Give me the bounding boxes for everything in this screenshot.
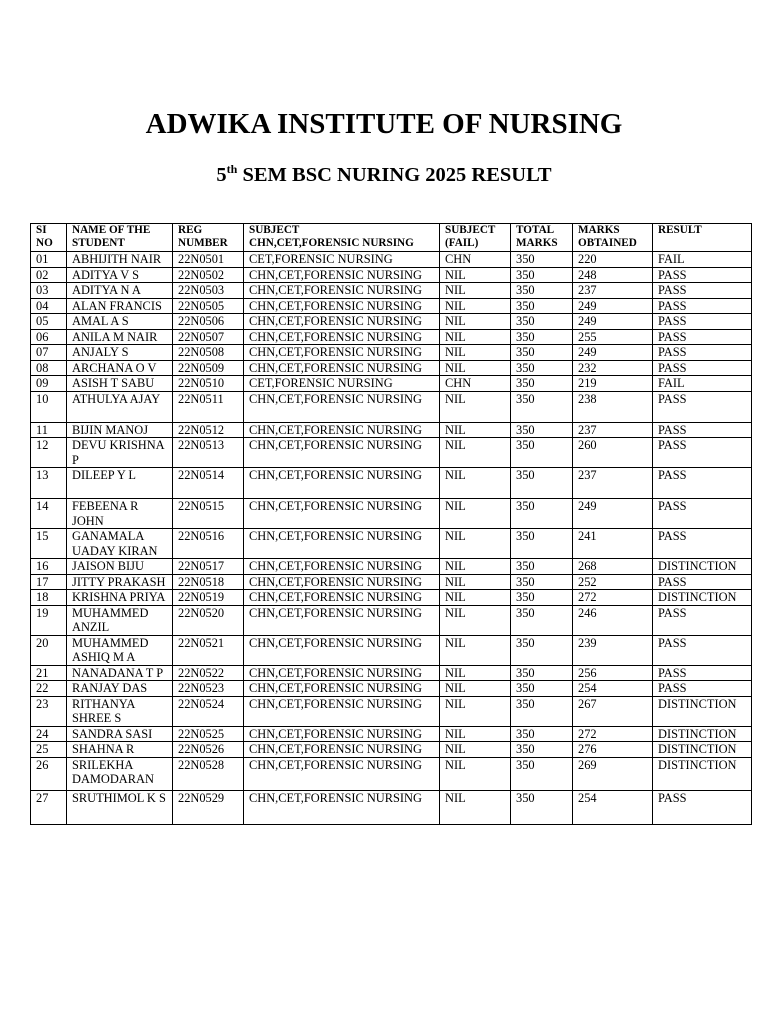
cell-marks-obtained: 255 [573, 329, 653, 345]
cell-subject-fail: NIL [440, 314, 511, 330]
cell-subject: CHN,CET,FORENSIC NURSING [244, 438, 440, 468]
cell-total-marks: 350 [511, 283, 573, 299]
cell-si-no: 21 [31, 665, 67, 681]
cell-total-marks: 350 [511, 635, 573, 665]
cell-result: PASS [653, 283, 752, 299]
table-row [31, 559, 752, 575]
cell-total-marks: 350 [511, 529, 573, 559]
cell-marks-obtained: 220 [573, 252, 653, 268]
cell-student-name: ATHULYA AJAY [67, 391, 173, 422]
cell-subject: CHN,CET,FORENSIC NURSING [244, 529, 440, 559]
cell-reg-number: 22N0525 [173, 726, 244, 742]
cell-si-no: 09 [31, 376, 67, 392]
cell-si-no: 20 [31, 635, 67, 665]
cell-total-marks: 350 [511, 376, 573, 392]
cell-reg-number: 22N0508 [173, 345, 244, 361]
header-marks-obtained: MARKS OBTAINED [573, 224, 653, 252]
cell-marks-obtained: 237 [573, 283, 653, 299]
cell-si-no: 18 [31, 590, 67, 606]
cell-student-name: JAISON BIJU [67, 559, 173, 575]
cell-subject-fail: NIL [440, 391, 511, 422]
table-row [31, 267, 752, 283]
header-subject: SUBJECT CHN,CET,FORENSIC NURSING [244, 224, 440, 252]
table-row [31, 590, 752, 606]
cell-student-name: RANJAY DAS [67, 681, 173, 697]
cell-subject: CHN,CET,FORENSIC NURSING [244, 298, 440, 314]
cell-total-marks: 350 [511, 559, 573, 575]
cell-student-name: ASISH T SABU [67, 376, 173, 392]
cell-reg-number: 22N0521 [173, 635, 244, 665]
cell-marks-obtained: 267 [573, 696, 653, 726]
cell-student-name: SHAHNA R [67, 742, 173, 758]
cell-result: FAIL [653, 376, 752, 392]
header-result: RESULT [653, 224, 752, 252]
cell-result: DISTINCTION [653, 696, 752, 726]
table-row [31, 468, 752, 499]
cell-result: PASS [653, 665, 752, 681]
cell-marks-obtained: 249 [573, 499, 653, 529]
table-row [31, 529, 752, 559]
cell-result: PASS [653, 681, 752, 697]
cell-subject-fail: NIL [440, 726, 511, 742]
cell-reg-number: 22N0507 [173, 329, 244, 345]
cell-marks-obtained: 238 [573, 391, 653, 422]
header-total-marks: TOTAL MARKS [511, 224, 573, 252]
cell-si-no: 23 [31, 696, 67, 726]
cell-total-marks: 350 [511, 574, 573, 590]
cell-result: PASS [653, 267, 752, 283]
cell-subject-fail: NIL [440, 499, 511, 529]
table-row [31, 665, 752, 681]
cell-marks-obtained: 232 [573, 360, 653, 376]
cell-student-name: NANADANA T P [67, 665, 173, 681]
cell-subject-fail: NIL [440, 790, 511, 824]
cell-result: PASS [653, 422, 752, 438]
cell-student-name: ADITYA V S [67, 267, 173, 283]
cell-subject: CHN,CET,FORENSIC NURSING [244, 665, 440, 681]
cell-subject-fail: NIL [440, 298, 511, 314]
cell-marks-obtained: 256 [573, 665, 653, 681]
cell-subject: CHN,CET,FORENSIC NURSING [244, 283, 440, 299]
cell-si-no: 16 [31, 559, 67, 575]
cell-marks-obtained: 249 [573, 345, 653, 361]
cell-si-no: 27 [31, 790, 67, 824]
table-row [31, 252, 752, 268]
cell-subject: CHN,CET,FORENSIC NURSING [244, 605, 440, 635]
cell-result: PASS [653, 438, 752, 468]
cell-subject-fail: NIL [440, 529, 511, 559]
cell-si-no: 25 [31, 742, 67, 758]
cell-student-name: SRUTHIMOL K S [67, 790, 173, 824]
cell-student-name: ALAN FRANCIS [67, 298, 173, 314]
cell-subject-fail: CHN [440, 376, 511, 392]
cell-result: DISTINCTION [653, 590, 752, 606]
cell-result: PASS [653, 345, 752, 361]
cell-student-name: MUHAMMED ASHIQ M A [67, 635, 173, 665]
cell-total-marks: 350 [511, 314, 573, 330]
cell-subject-fail: NIL [440, 635, 511, 665]
cell-reg-number: 22N0510 [173, 376, 244, 392]
cell-subject: CHN,CET,FORENSIC NURSING [244, 790, 440, 824]
table-row [31, 742, 752, 758]
cell-subject-fail: CHN [440, 252, 511, 268]
header-reg-number: REG NUMBER [173, 224, 244, 252]
cell-subject-fail: NIL [440, 422, 511, 438]
cell-total-marks: 350 [511, 681, 573, 697]
page-subtitle [0, 162, 768, 187]
cell-subject: CHN,CET,FORENSIC NURSING [244, 499, 440, 529]
cell-result: DISTINCTION [653, 742, 752, 758]
cell-subject: CHN,CET,FORENSIC NURSING [244, 314, 440, 330]
cell-subject-fail: NIL [440, 267, 511, 283]
cell-total-marks: 350 [511, 790, 573, 824]
cell-reg-number: 22N0516 [173, 529, 244, 559]
table-row [31, 345, 752, 361]
subtitle-text: SEM BSC NURING 2025 RESULT [237, 164, 552, 186]
cell-si-no: 10 [31, 391, 67, 422]
cell-result: PASS [653, 605, 752, 635]
cell-reg-number: 22N0517 [173, 559, 244, 575]
table-row [31, 681, 752, 697]
cell-total-marks: 350 [511, 499, 573, 529]
cell-total-marks: 350 [511, 438, 573, 468]
cell-subject-fail: NIL [440, 742, 511, 758]
cell-student-name: AMAL A S [67, 314, 173, 330]
cell-subject: CHN,CET,FORENSIC NURSING [244, 559, 440, 575]
cell-reg-number: 22N0520 [173, 605, 244, 635]
cell-student-name: JITTY PRAKASH [67, 574, 173, 590]
cell-marks-obtained: 248 [573, 267, 653, 283]
cell-subject: CHN,CET,FORENSIC NURSING [244, 726, 440, 742]
cell-si-no: 24 [31, 726, 67, 742]
cell-reg-number: 22N0522 [173, 665, 244, 681]
cell-marks-obtained: 272 [573, 726, 653, 742]
table-row [31, 726, 752, 742]
cell-si-no: 05 [31, 314, 67, 330]
cell-result: DISTINCTION [653, 726, 752, 742]
cell-subject-fail: NIL [440, 681, 511, 697]
table-row [31, 314, 752, 330]
cell-student-name: ARCHANA O V [67, 360, 173, 376]
cell-marks-obtained: 237 [573, 422, 653, 438]
cell-subject: CHN,CET,FORENSIC NURSING [244, 422, 440, 438]
header-student-name: NAME OF THE STUDENT [67, 224, 173, 252]
cell-subject: CHN,CET,FORENSIC NURSING [244, 742, 440, 758]
cell-reg-number: 22N0524 [173, 696, 244, 726]
header-si-no: SI NO [31, 224, 67, 252]
cell-reg-number: 22N0502 [173, 267, 244, 283]
cell-si-no: 19 [31, 605, 67, 635]
cell-subject-fail: NIL [440, 574, 511, 590]
cell-student-name: MUHAMMED ANZIL [67, 605, 173, 635]
page-title: ADWIKA INSTITUTE OF NURSING [145, 108, 623, 140]
cell-marks-obtained: 246 [573, 605, 653, 635]
cell-result: PASS [653, 574, 752, 590]
cell-result: PASS [653, 529, 752, 559]
cell-total-marks: 350 [511, 252, 573, 268]
table-row [31, 329, 752, 345]
cell-result: DISTINCTION [653, 559, 752, 575]
cell-total-marks: 350 [511, 267, 573, 283]
table-row [31, 635, 752, 665]
cell-total-marks: 350 [511, 726, 573, 742]
cell-marks-obtained: 241 [573, 529, 653, 559]
cell-result: FAIL [653, 252, 752, 268]
cell-total-marks: 350 [511, 298, 573, 314]
cell-student-name: ANJALY S [67, 345, 173, 361]
table-row [31, 360, 752, 376]
cell-result: PASS [653, 635, 752, 665]
cell-marks-obtained: 249 [573, 298, 653, 314]
cell-subject-fail: NIL [440, 345, 511, 361]
table-row [31, 391, 752, 422]
cell-subject-fail: NIL [440, 757, 511, 790]
cell-total-marks: 350 [511, 468, 573, 499]
cell-marks-obtained: 249 [573, 314, 653, 330]
cell-si-no: 01 [31, 252, 67, 268]
cell-total-marks: 350 [511, 757, 573, 790]
cell-reg-number: 22N0506 [173, 314, 244, 330]
cell-si-no: 02 [31, 267, 67, 283]
cell-student-name: DEVU KRISHNA P [67, 438, 173, 468]
cell-reg-number: 22N0515 [173, 499, 244, 529]
cell-reg-number: 22N0519 [173, 590, 244, 606]
cell-si-no: 11 [31, 422, 67, 438]
cell-si-no: 22 [31, 681, 67, 697]
subtitle-number: 5 [216, 164, 227, 186]
cell-reg-number: 22N0526 [173, 742, 244, 758]
cell-marks-obtained: 260 [573, 438, 653, 468]
cell-subject: CHN,CET,FORENSIC NURSING [244, 267, 440, 283]
cell-total-marks: 350 [511, 605, 573, 635]
cell-result: PASS [653, 329, 752, 345]
cell-subject: CHN,CET,FORENSIC NURSING [244, 360, 440, 376]
cell-si-no: 17 [31, 574, 67, 590]
cell-result: PASS [653, 790, 752, 824]
cell-result: PASS [653, 360, 752, 376]
cell-subject: CET,FORENSIC NURSING [244, 252, 440, 268]
table-row [31, 499, 752, 529]
cell-marks-obtained: 276 [573, 742, 653, 758]
cell-student-name: SANDRA SASI [67, 726, 173, 742]
cell-si-no: 08 [31, 360, 67, 376]
cell-subject: CHN,CET,FORENSIC NURSING [244, 574, 440, 590]
cell-si-no: 15 [31, 529, 67, 559]
cell-marks-obtained: 252 [573, 574, 653, 590]
cell-subject: CHN,CET,FORENSIC NURSING [244, 757, 440, 790]
table-row [31, 605, 752, 635]
cell-subject-fail: NIL [440, 665, 511, 681]
cell-marks-obtained: 268 [573, 559, 653, 575]
cell-total-marks: 350 [511, 329, 573, 345]
cell-marks-obtained: 219 [573, 376, 653, 392]
cell-reg-number: 22N0511 [173, 391, 244, 422]
cell-total-marks: 350 [511, 590, 573, 606]
table-row [31, 422, 752, 438]
cell-student-name: ADITYA N A [67, 283, 173, 299]
cell-subject: CET,FORENSIC NURSING [244, 376, 440, 392]
cell-student-name: BIJIN MANOJ [67, 422, 173, 438]
cell-si-no: 26 [31, 757, 67, 790]
cell-student-name: DILEEP Y L [67, 468, 173, 499]
cell-reg-number: 22N0514 [173, 468, 244, 499]
cell-subject-fail: NIL [440, 590, 511, 606]
cell-result: PASS [653, 314, 752, 330]
cell-result: PASS [653, 468, 752, 499]
cell-subject: CHN,CET,FORENSIC NURSING [244, 590, 440, 606]
cell-subject-fail: NIL [440, 696, 511, 726]
cell-reg-number: 22N0523 [173, 681, 244, 697]
cell-si-no: 13 [31, 468, 67, 499]
cell-si-no: 12 [31, 438, 67, 468]
cell-total-marks: 350 [511, 665, 573, 681]
cell-reg-number: 22N0528 [173, 757, 244, 790]
cell-reg-number: 22N0509 [173, 360, 244, 376]
cell-reg-number: 22N0505 [173, 298, 244, 314]
cell-marks-obtained: 254 [573, 681, 653, 697]
cell-result: DISTINCTION [653, 757, 752, 790]
cell-reg-number: 22N0513 [173, 438, 244, 468]
cell-student-name: ANILA M NAIR [67, 329, 173, 345]
cell-subject-fail: NIL [440, 468, 511, 499]
cell-subject: CHN,CET,FORENSIC NURSING [244, 696, 440, 726]
cell-si-no: 06 [31, 329, 67, 345]
cell-total-marks: 350 [511, 742, 573, 758]
cell-total-marks: 350 [511, 696, 573, 726]
cell-si-no: 04 [31, 298, 67, 314]
cell-student-name: KRISHNA PRIYA [67, 590, 173, 606]
subtitle-ordinal: th [226, 162, 238, 176]
cell-subject-fail: NIL [440, 559, 511, 575]
cell-subject-fail: NIL [440, 283, 511, 299]
cell-reg-number: 22N0503 [173, 283, 244, 299]
cell-reg-number: 22N0501 [173, 252, 244, 268]
table-row [31, 790, 752, 824]
table-row [31, 438, 752, 468]
cell-result: PASS [653, 298, 752, 314]
cell-subject: CHN,CET,FORENSIC NURSING [244, 345, 440, 361]
cell-subject: CHN,CET,FORENSIC NURSING [244, 468, 440, 499]
cell-total-marks: 350 [511, 345, 573, 361]
cell-result: PASS [653, 499, 752, 529]
results-table [30, 223, 752, 825]
cell-total-marks: 350 [511, 360, 573, 376]
cell-subject: CHN,CET,FORENSIC NURSING [244, 391, 440, 422]
cell-student-name: SRILEKHA DAMODARAN [67, 757, 173, 790]
cell-student-name: RITHANYA SHREE S [67, 696, 173, 726]
cell-subject: CHN,CET,FORENSIC NURSING [244, 329, 440, 345]
cell-reg-number: 22N0512 [173, 422, 244, 438]
table-row [31, 298, 752, 314]
cell-student-name: GANAMALA UADAY KIRAN [67, 529, 173, 559]
cell-subject: CHN,CET,FORENSIC NURSING [244, 681, 440, 697]
table-row [31, 696, 752, 726]
cell-si-no: 14 [31, 499, 67, 529]
cell-si-no: 07 [31, 345, 67, 361]
cell-reg-number: 22N0529 [173, 790, 244, 824]
cell-subject-fail: NIL [440, 605, 511, 635]
cell-subject: CHN,CET,FORENSIC NURSING [244, 635, 440, 665]
table-header-row [31, 224, 752, 252]
cell-total-marks: 350 [511, 422, 573, 438]
cell-si-no: 03 [31, 283, 67, 299]
table-row [31, 376, 752, 392]
cell-marks-obtained: 272 [573, 590, 653, 606]
table-row [31, 757, 752, 790]
cell-student-name: ABHIJITH NAIR [67, 252, 173, 268]
table-row [31, 283, 752, 299]
cell-marks-obtained: 239 [573, 635, 653, 665]
table-row [31, 574, 752, 590]
cell-reg-number: 22N0518 [173, 574, 244, 590]
cell-total-marks: 350 [511, 391, 573, 422]
cell-subject-fail: NIL [440, 329, 511, 345]
cell-result: PASS [653, 391, 752, 422]
cell-student-name: FEBEENA R JOHN [67, 499, 173, 529]
cell-marks-obtained: 237 [573, 468, 653, 499]
header-subject-fail: SUBJECT (FAIL) [440, 224, 511, 252]
cell-marks-obtained: 269 [573, 757, 653, 790]
cell-subject-fail: NIL [440, 360, 511, 376]
cell-marks-obtained: 254 [573, 790, 653, 824]
cell-subject-fail: NIL [440, 438, 511, 468]
